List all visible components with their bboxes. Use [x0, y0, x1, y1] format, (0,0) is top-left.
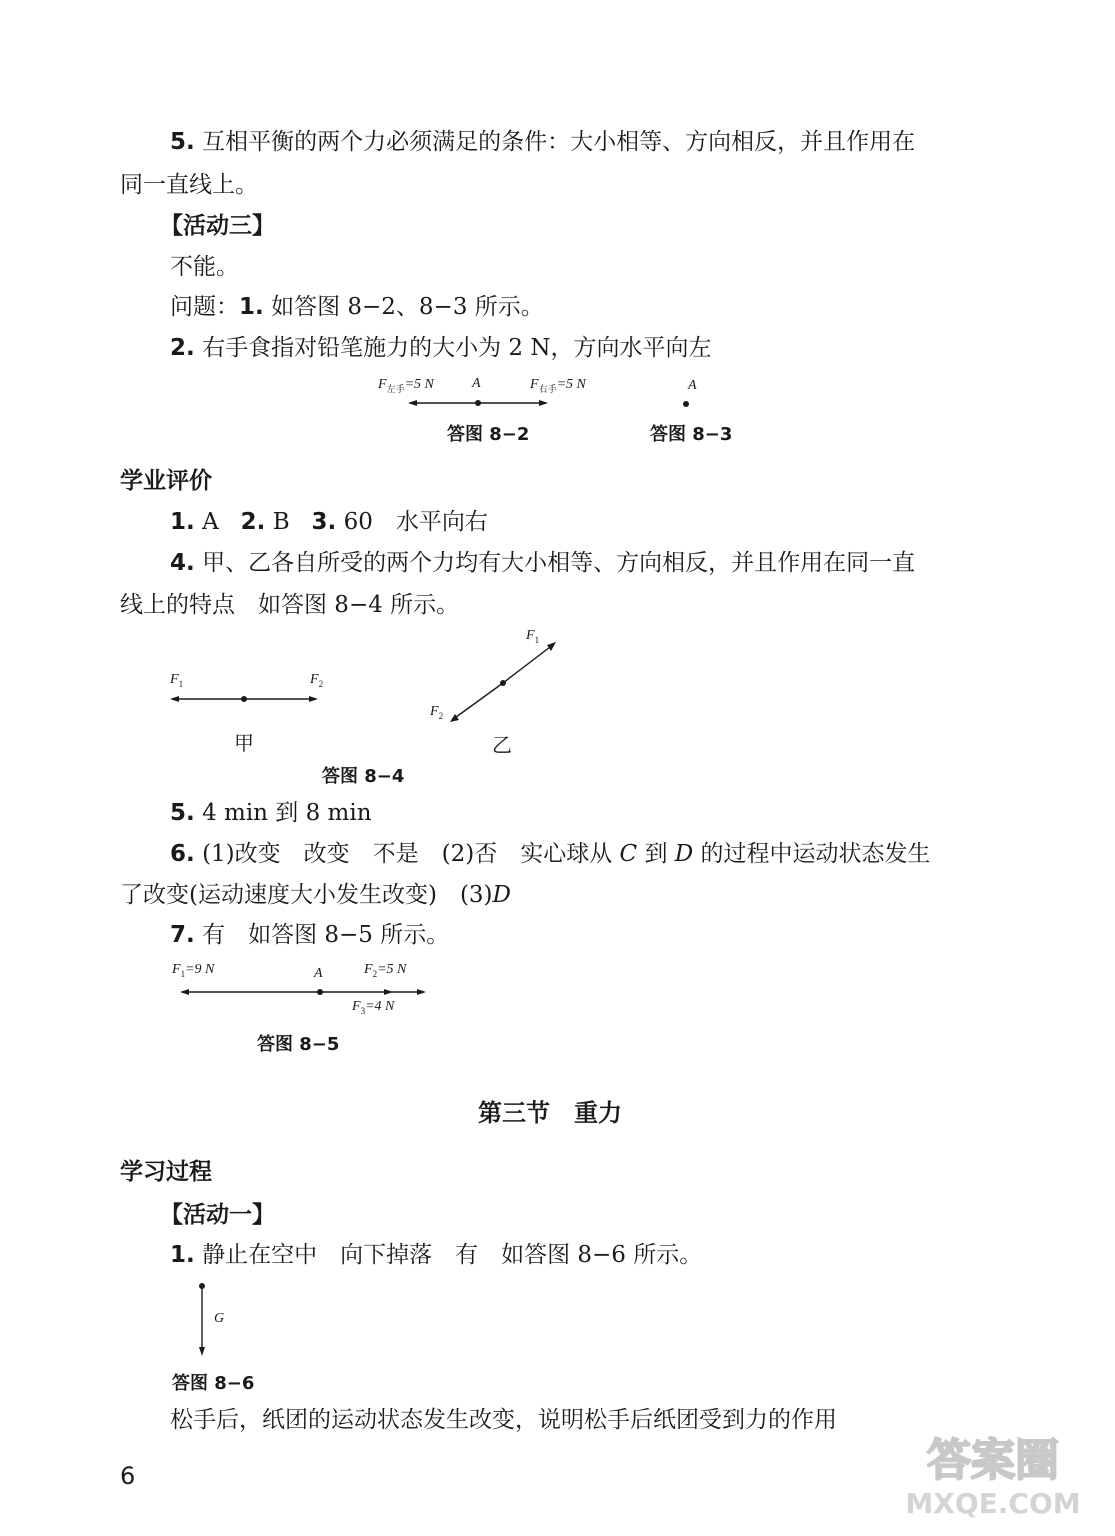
point-a — [683, 401, 689, 407]
point-label-a: A — [472, 376, 481, 391]
question1-line — [170, 292, 544, 322]
caption-8-3: 答图 8−3 — [650, 424, 733, 445]
activity1-item1 — [170, 1240, 702, 1270]
item-text: (1)改变 改变 不是 (2)否 实心球从 — [202, 841, 620, 867]
item-number: 1. — [170, 1242, 195, 1268]
answer: 60 水平向右 — [343, 509, 488, 535]
arrowhead — [170, 696, 179, 702]
force-arrow-f2 — [452, 683, 503, 720]
figure-8-4 — [160, 620, 580, 760]
force-label-f2: $F_2=5$ N — [364, 962, 407, 979]
item-text: 有 如答图 8−5 所示。 — [202, 922, 450, 948]
item-text: 了改变(运动速度大小发生改变) (3) — [120, 882, 493, 908]
activity1-label: 【活动一】 — [160, 1202, 275, 1228]
item-text: 右手食指对铅笔施力的大小为 2 N，方向水平向左 — [202, 335, 712, 361]
question-prefix: 问题： — [170, 294, 239, 320]
figure-8-3 — [670, 372, 710, 412]
answer: B — [272, 509, 290, 535]
caption-8-2: 答图 8−2 — [447, 424, 530, 445]
item-number: 5. — [170, 800, 195, 826]
item-text: 如答图 8−2、8−3 所示。 — [271, 294, 544, 320]
activity3-label: 【活动三】 — [160, 213, 275, 239]
variable-d: D — [674, 841, 694, 867]
variable-d: D — [492, 882, 511, 908]
section-heading-evaluation: 学业评价 — [120, 468, 212, 494]
variable-c: C — [619, 841, 638, 867]
watermark-logo — [893, 1427, 1093, 1522]
evaluation-item6-line2 — [120, 880, 511, 910]
item-text: 静止在空中 向下掉落 有 如答图 8−6 所示。 — [202, 1242, 703, 1268]
arrowhead — [309, 696, 318, 702]
figure-8-5 — [168, 955, 448, 1025]
item-number: 6. — [170, 841, 195, 867]
caption-8-4: 答图 8−4 — [322, 766, 405, 787]
label-yi: 乙 — [492, 733, 512, 757]
arrowhead — [417, 989, 426, 995]
item-number: 7. — [170, 922, 195, 948]
force-label-f1: $F_1$ — [526, 628, 540, 645]
object-point — [241, 696, 247, 702]
item-text: 到 — [637, 841, 675, 867]
closing-line: 松手后，纸团的运动状态发生改变，说明松手后纸团受到力的作用 — [170, 1407, 837, 1433]
arrowhead — [199, 1347, 205, 1356]
label-jia: 甲 — [234, 731, 254, 755]
force-label-f1: $F_1$ — [170, 672, 184, 689]
item-number: 4. — [170, 550, 195, 576]
evaluation-item5 — [170, 798, 372, 828]
item-number: 1. — [239, 294, 264, 320]
caption-8-6: 答图 8−6 — [172, 1373, 255, 1394]
figure-8-6 — [190, 1278, 250, 1368]
caption-8-5: 答图 8−5 — [257, 1034, 340, 1055]
evaluation-item6-line1 — [170, 839, 931, 869]
item-text: 的过程中运动状态发生 — [693, 841, 931, 867]
arrowhead — [547, 642, 556, 651]
force-label-f2: $F_2$ — [310, 672, 324, 689]
arrowhead-right — [539, 400, 548, 406]
question2-line — [170, 333, 711, 363]
watermark-url: MXQE.COM — [905, 1487, 1081, 1520]
item-number: 3. — [311, 509, 337, 535]
arrowhead-left — [408, 400, 417, 406]
answer: A — [202, 509, 219, 535]
figure-8-2 — [370, 370, 620, 420]
evaluation-item4-line1 — [170, 548, 915, 578]
point-label-a: A — [314, 966, 323, 981]
section-heading-process: 学习过程 — [120, 1159, 212, 1185]
activity3-answer: 不能。 — [170, 254, 239, 280]
evaluation-line1 — [170, 507, 488, 537]
section-title: 第三节 重力 — [478, 1099, 622, 1127]
item-text: 互相平衡的两个力必须满足的条件：大小相等、方向相反，并且作用在 — [202, 129, 916, 155]
force-label-f2: $F_2$ — [430, 704, 444, 721]
arrowhead — [384, 989, 393, 995]
item-text: 甲、乙各自所受的两个力均有大小相等、方向相反，并且作用在同一直 — [202, 550, 916, 576]
point-a — [317, 989, 323, 995]
evaluation-item4-line2: 线上的特点 如答图 8−4 所示。 — [120, 592, 460, 618]
evaluation-item7 — [170, 920, 449, 950]
watermark-text: 答案圈 — [927, 1435, 1059, 1486]
force-label-f1: $F_1=9$ N — [172, 962, 215, 979]
item-number: 2. — [240, 509, 266, 535]
force-arrow-f1 — [503, 644, 554, 683]
gravity-label: G — [214, 1311, 225, 1326]
item5-line2: 同一直线上。 — [120, 172, 258, 198]
item-number: 1. — [170, 509, 195, 535]
item-number: 5. — [170, 129, 195, 155]
page-number: 6 — [120, 1462, 136, 1490]
force-label-f3: $F_3=4$ N — [352, 999, 395, 1016]
point-label-a: A — [688, 378, 697, 393]
force-label-right: $F_{右手}=5$ N — [530, 377, 586, 394]
force-label-left: $F_{左手}=5$ N — [378, 377, 434, 394]
item-number: 2. — [170, 335, 195, 361]
point-a — [475, 400, 481, 406]
item-text: 4 min 到 8 min — [202, 800, 372, 826]
item5-line1 — [170, 127, 915, 157]
arrowhead — [180, 989, 189, 995]
object-point — [500, 680, 506, 686]
